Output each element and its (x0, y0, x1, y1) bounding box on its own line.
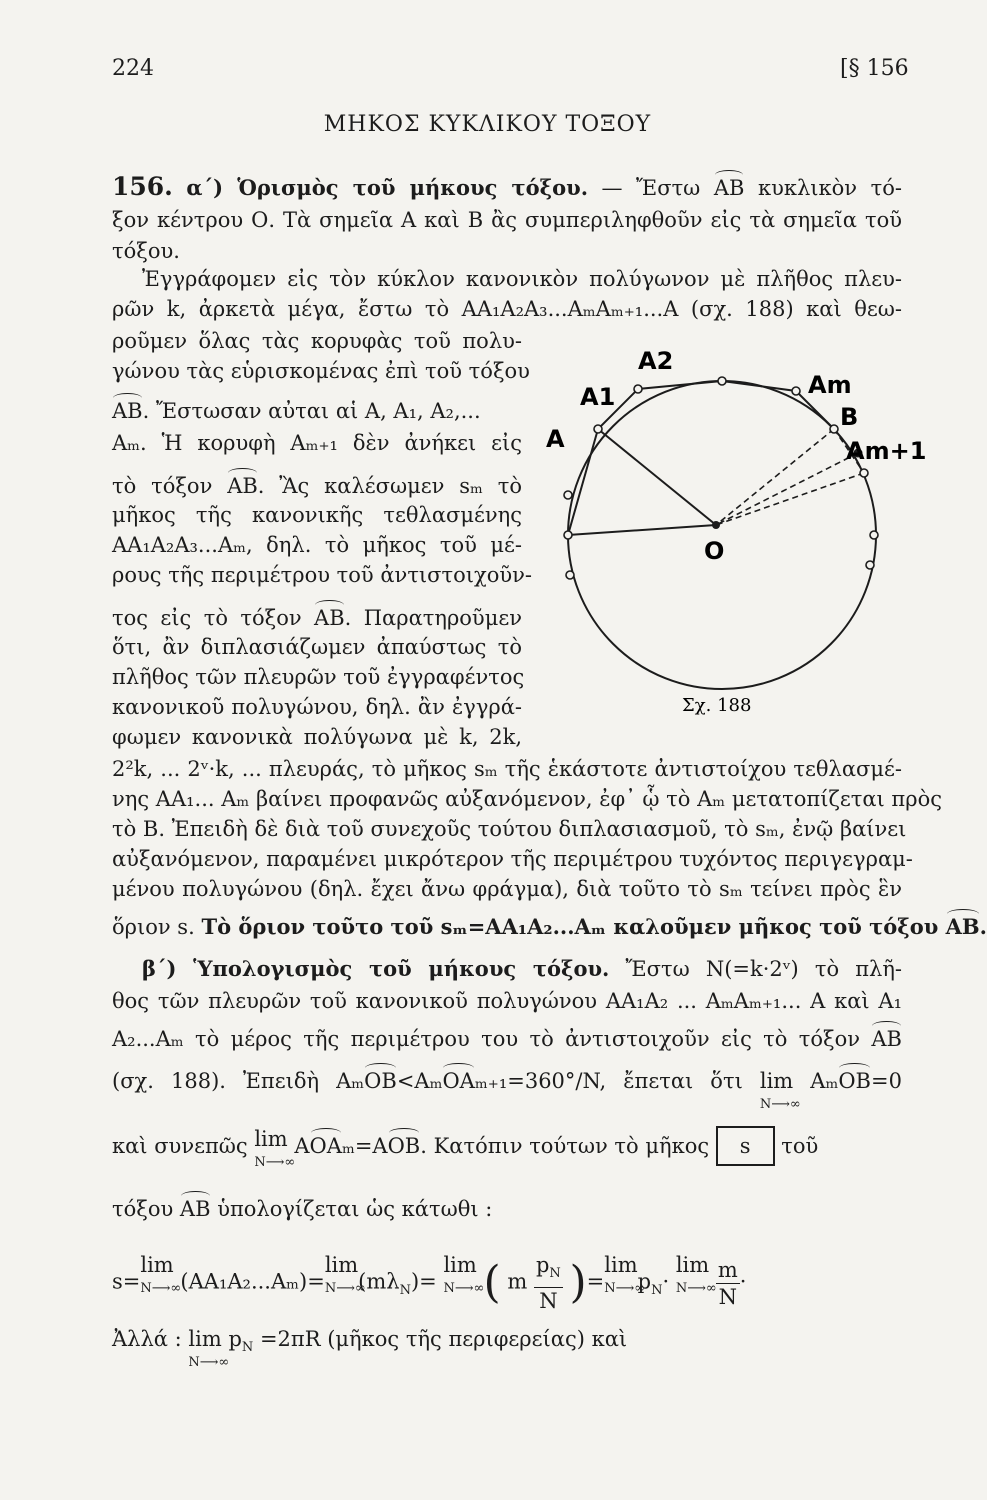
radius-oam1 (716, 473, 864, 525)
section-num: 156. (112, 172, 173, 201)
para-a-line-19: 2²k, ... 2ᵛ·k, ... πλευράς, τὸ μῆκος sₘ τῆς ἑκάστοτε ἀντιστοίχου τεθλασμέ- (112, 757, 902, 781)
para-b-line-3: A₂...Aₘ τὸ μέρος τῆς περιμέτρου του τὸ ἀντιστοιχοῦν εἰς τὸ τόξον AB (112, 1027, 902, 1051)
label-b: B (840, 403, 859, 431)
para-a-line-11: μῆκος τῆς κανονικῆς τεθλασμένης (112, 503, 522, 527)
radius-oam (716, 429, 834, 525)
radius-ob (716, 453, 858, 525)
para-b-line-1: β΄) Ὑπολογισμὸς τοῦ μήκους τόξου. Ἔστω N(=k·2ᵛ) τὸ πλῆ- (142, 956, 902, 981)
para-a-line-12: AA₁A₂A₃...Aₘ, δηλ. τὸ μῆκος τοῦ μέ- (112, 533, 522, 557)
para-a-line-2: ξον κέντρου Ο. Τὰ σημεῖα Α καὶ Β ἂς συμπεριληφθοῦν εἰς τὰ σημεῖα τοῦ (112, 208, 902, 232)
para-a-line-16: πλῆθος τῶν πλευρῶν τοῦ ἐγγραφέντος (112, 665, 525, 689)
para-a-line-15: ὅτι, ἂν διπλασιάζωμεν ἀπαύστως τὸ (112, 635, 522, 659)
para-a-line-14: τος εἰς τὸ τόξον AB. Παρατηροῦμεν (112, 606, 522, 630)
formula-line: s=lim N⟶∞ (AA₁A₂...Aₘ)=lim N⟶∞ $(m\lambda_N)= \lim$ N⟶∞ ( m $\frac{p_N}{N}$ )=lim N⟶∞ $p_N\cdot \lim$ N⟶∞ $\frac{m}{N}$ · (112, 1253, 747, 1314)
arc-ab: AB (713, 176, 745, 200)
label-a: A (546, 425, 565, 453)
para-b-line-2: θος τῶν πλευρῶν τοῦ κανονικοῦ πολυγώνου AA₁A₂ ... AₘAₘ₊₁... A καὶ A₁ (112, 989, 902, 1013)
para-a-line-9: Aₘ. Ἡ κορυφὴ Aₘ₊₁ δὲν ἀνήκει εἰς (112, 431, 522, 455)
page-number: 224 (112, 56, 154, 81)
para-a-line-22: αὐξανόμενον, παραμένει μικρότερον τῆς περιμέτρου τυχόντος περιγεγραμ- (112, 847, 913, 871)
para-a-line-20: νης AA₁... Aₘ βαίνει προφανῶς αὐξανόμενον, ἐφ᾿ ᾧ τὸ Aₘ μετατοπίζεται πρὸς (112, 787, 942, 811)
para-a-line-7: γώνου τὰς εὑρισκομένας ἐπὶ τοῦ τόξου (112, 359, 530, 383)
para-a-line-21: τὸ Β. Ἐπειδὴ δὲ διὰ τοῦ συνεχοῦς τούτου διπλασιασμοῦ, τὸ sₘ, ἐνῷ βαίνει (112, 817, 907, 841)
limit-operator: lim N⟶∞ (759, 1069, 801, 1112)
para-a-line-23: μένου πολυγώνου (δηλ. ἔχει ἄνω φράγμα), διὰ τοῦτο τὸ sₘ τείνει πρὸς ἓν (112, 877, 902, 901)
para-b-line-4: (σχ. 188). Ἐπειδὴ AₘOB<AₘOAₘ₊₁=360°/N, ἔπεται ὅτι lim N⟶∞ AₘOB=0 (112, 1069, 902, 1112)
center-o (712, 521, 720, 529)
last-line: Ἀλλά : lim N⟶∞ $p_N =2\pi R$ (μῆκος τῆς περιφερείας) καὶ (112, 1327, 628, 1370)
radius-oa (568, 525, 716, 535)
section-number: [§ 156 (840, 56, 909, 81)
figure-caption: Σχ. 188 (682, 695, 752, 716)
para-a-line-18: φωμεν κανονικὰ πολύγωνα μὲ k, 2k, (112, 725, 522, 749)
label-o: O (704, 537, 725, 565)
label-am1: Am+1 (846, 437, 927, 465)
subsection-heading-b: Ὑπολογισμὸς τοῦ μήκους τόξου. (193, 956, 610, 981)
figure-188-circle-diagram (540, 345, 940, 730)
para-b-line-6: τόξου AB ὑπολογίζεται ὡς κάτωθι : (112, 1197, 493, 1221)
definition-bold: Τὸ ὅριον τοῦτο τοῦ sₘ=AA₁A₂...Aₘ καλοῦμεν μῆκος τοῦ τόξου (201, 914, 946, 939)
boxed-s: s (716, 1126, 775, 1166)
para-a-line-10: τὸ τόξον AB. Ἂς καλέσωμεν sₘ τὸ (112, 474, 522, 498)
subsection-label: α΄) (186, 175, 238, 200)
para-a-line-17: κανονικοῦ πολυγώνου, δηλ. ἂν ἐγγρά- (112, 695, 522, 719)
para-a-line-6: ροῦμεν ὅλας τὰς κορυφὰς τοῦ πολυ- (112, 329, 522, 353)
label-a1: A1 (580, 383, 616, 411)
para-a-line-3: τόξου. (112, 239, 180, 263)
page-title: ΜΗΚΟΣ ΚΥΚΛΙΚΟΥ ΤΟΞΟΥ (323, 112, 652, 137)
para-a-line-5: ρῶν k, ἀρκετὰ μέγα, ἔστω τὸ AA₁A₂A₃...AₘAₘ₊₁...A (σχ. 188) καὶ θεω- (112, 297, 902, 321)
para-a-line-1: 156. α΄) Ὁρισμὸς τοῦ μήκους τόξου. — Ἔστω AB κυκλικὸν τό- (112, 172, 902, 201)
subsection-heading: Ὁρισμὸς τοῦ μήκους τόξου. (237, 175, 588, 200)
para-a-line-13: ρους τῆς περιμέτρου τοῦ ἀντιστοιχοῦν- (112, 563, 532, 587)
label-am: Am (808, 371, 852, 399)
label-a2: A2 (638, 347, 674, 375)
radius-oa1 (598, 429, 716, 525)
para-b-line-5: καὶ συνεπῶς lim N⟶∞ AOAₘ=AOB. Κατόπιν τούτων τὸ μῆκος s τοῦ (112, 1127, 819, 1170)
para-a-line-24: ὅριον s. Τὸ ὅριον τοῦτο τοῦ sₘ=AA₁A₂...Aₘ καλοῦμεν μῆκος τοῦ τόξου AB. (112, 914, 987, 939)
para-a-line-8: AB. Ἔστωσαν αὐται αἱ Α, Α₁, Α₂,... (112, 399, 481, 423)
para-a-line-4: Ἐγγράφομεν εἰς τὸν κύκλον κανονικὸν πολύγωνον μὲ πλῆθος πλευ- (142, 267, 902, 291)
